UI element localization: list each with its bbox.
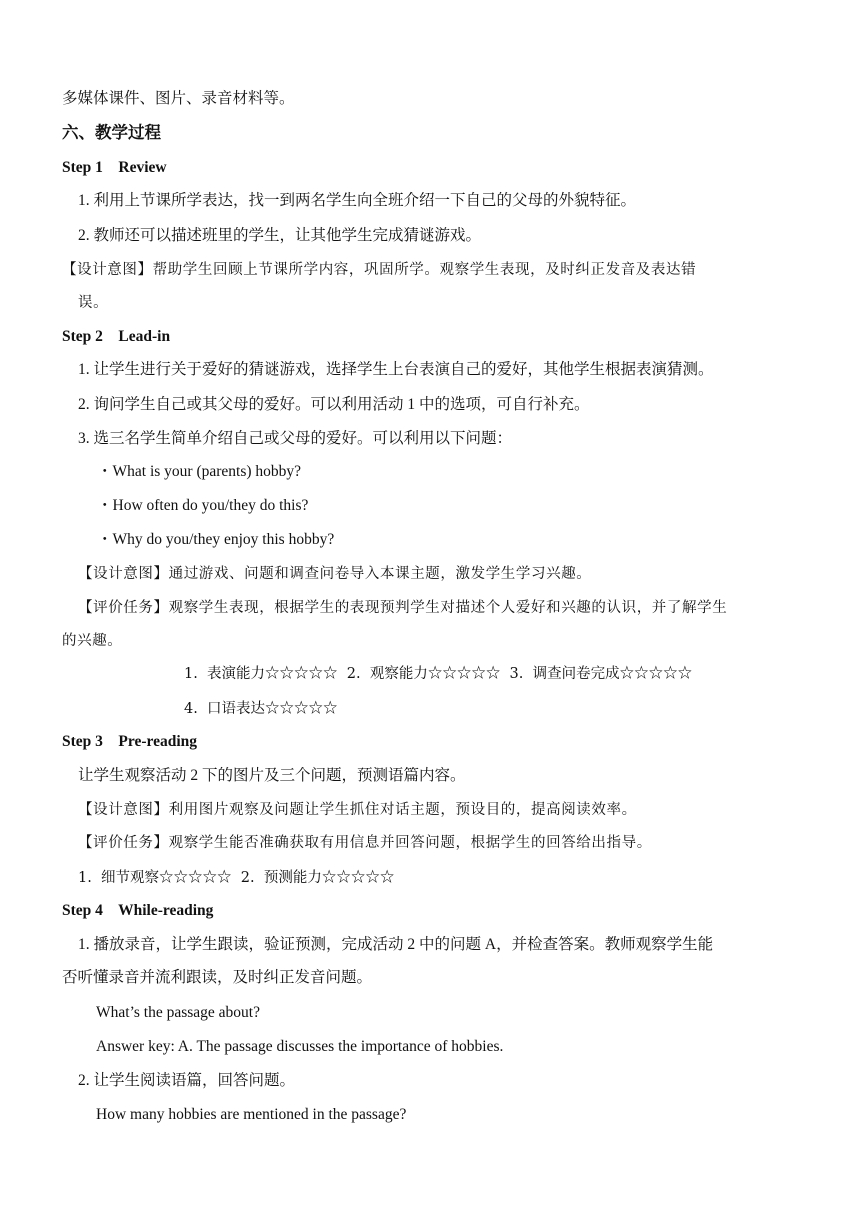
step1-intent-line2: 误。 (78, 295, 109, 311)
step4-title: Step 4 While-reading (62, 902, 214, 919)
step4-answer-1: Answer key: A. The passage discusses the importance of hobbies. (96, 1038, 504, 1055)
step2-eval-line1: 【评价任务】观察学生表现，根据学生的表现预判学生对描述个人爱好和兴趣的认识，并了解学生 (78, 600, 728, 616)
step2-intent: 【设计意图】通过游戏、问题和调查问卷导入本课主题，激发学生学习兴趣。 (78, 566, 592, 582)
step3-rating: 1. 细节观察☆☆☆☆☆ 2. 预测能力☆☆☆☆☆ (78, 870, 395, 886)
step2-question-1: ・What is your (parents) hobby? (97, 463, 302, 480)
step2-title: Step 2 Lead-in (62, 328, 171, 345)
step1-title: Step 1 Review (62, 159, 167, 176)
step2-item-3: 3. 选三名学生简单介绍自己或父母的爱好。可以利用以下问题： (78, 430, 513, 447)
step4-question-2: How many hobbies are mentioned in the passage? (96, 1106, 407, 1123)
materials-text: 多媒体课件、图片、录音材料等。 (62, 90, 295, 107)
step3-text: 让学生观察活动 2 下的图片及三个问题，预测语篇内容。 (78, 767, 466, 784)
step2-rating-line2: 4. 口语表达☆☆☆☆☆ (184, 701, 338, 717)
step2-eval-line2: 的兴趣。 (62, 633, 123, 649)
step4-item-2: 2. 让学生阅读语篇，回答问题。 (78, 1072, 296, 1089)
step4-item1-line1: 1. 播放录音，让学生跟读，验证预测，完成活动 2 中的问题 A，并检查答案。教师观察学生能 (78, 936, 714, 953)
section-title: 六、教学过程 (62, 123, 161, 142)
step1-item-1: 1. 利用上节课所学表达，找一到两名学生向全班介绍一下自己的父母的外貌特征。 (78, 192, 637, 209)
step4-item1-line2: 否听懂录音并流利跟读，及时纠正发音问题。 (62, 969, 373, 986)
step2-question-2: ・How often do you/they do this? (97, 497, 309, 514)
step2-item-1: 1. 让学生进行关于爱好的猜谜游戏，选择学生上台表演自己的爱好，其他学生根据表演猜测。 (78, 361, 714, 378)
step2-question-3: ・Why do you/they enjoy this hobby? (97, 531, 335, 548)
step4-question-1: What’s the passage about? (96, 1004, 260, 1021)
step3-eval: 【评价任务】观察学生能否准确获取有用信息并回答问题，根据学生的回答给出指导。 (78, 835, 652, 851)
step2-rating-line1: 1. 表演能力☆☆☆☆☆ 2. 观察能力☆☆☆☆☆ 3. 调查问卷完成☆☆☆☆☆ (184, 666, 693, 682)
step2-item-2: 2. 询问学生自己或其父母的爱好。可以利用活动 1 中的选项，可自行补充。 (78, 396, 590, 413)
step3-intent: 【设计意图】利用图片观察及问题让学生抓住对话主题，预设目的，提高阅读效率。 (78, 802, 637, 818)
step1-intent-line1: 【设计意图】帮助学生回顾上节课所学内容，巩固所学。观察学生表现，及时纠正发音及表达错 (62, 262, 697, 278)
step1-item-2: 2. 教师还可以描述班里的学生，让其他学生完成猜谜游戏。 (78, 227, 482, 244)
step3-title: Step 3 Pre-reading (62, 733, 198, 750)
